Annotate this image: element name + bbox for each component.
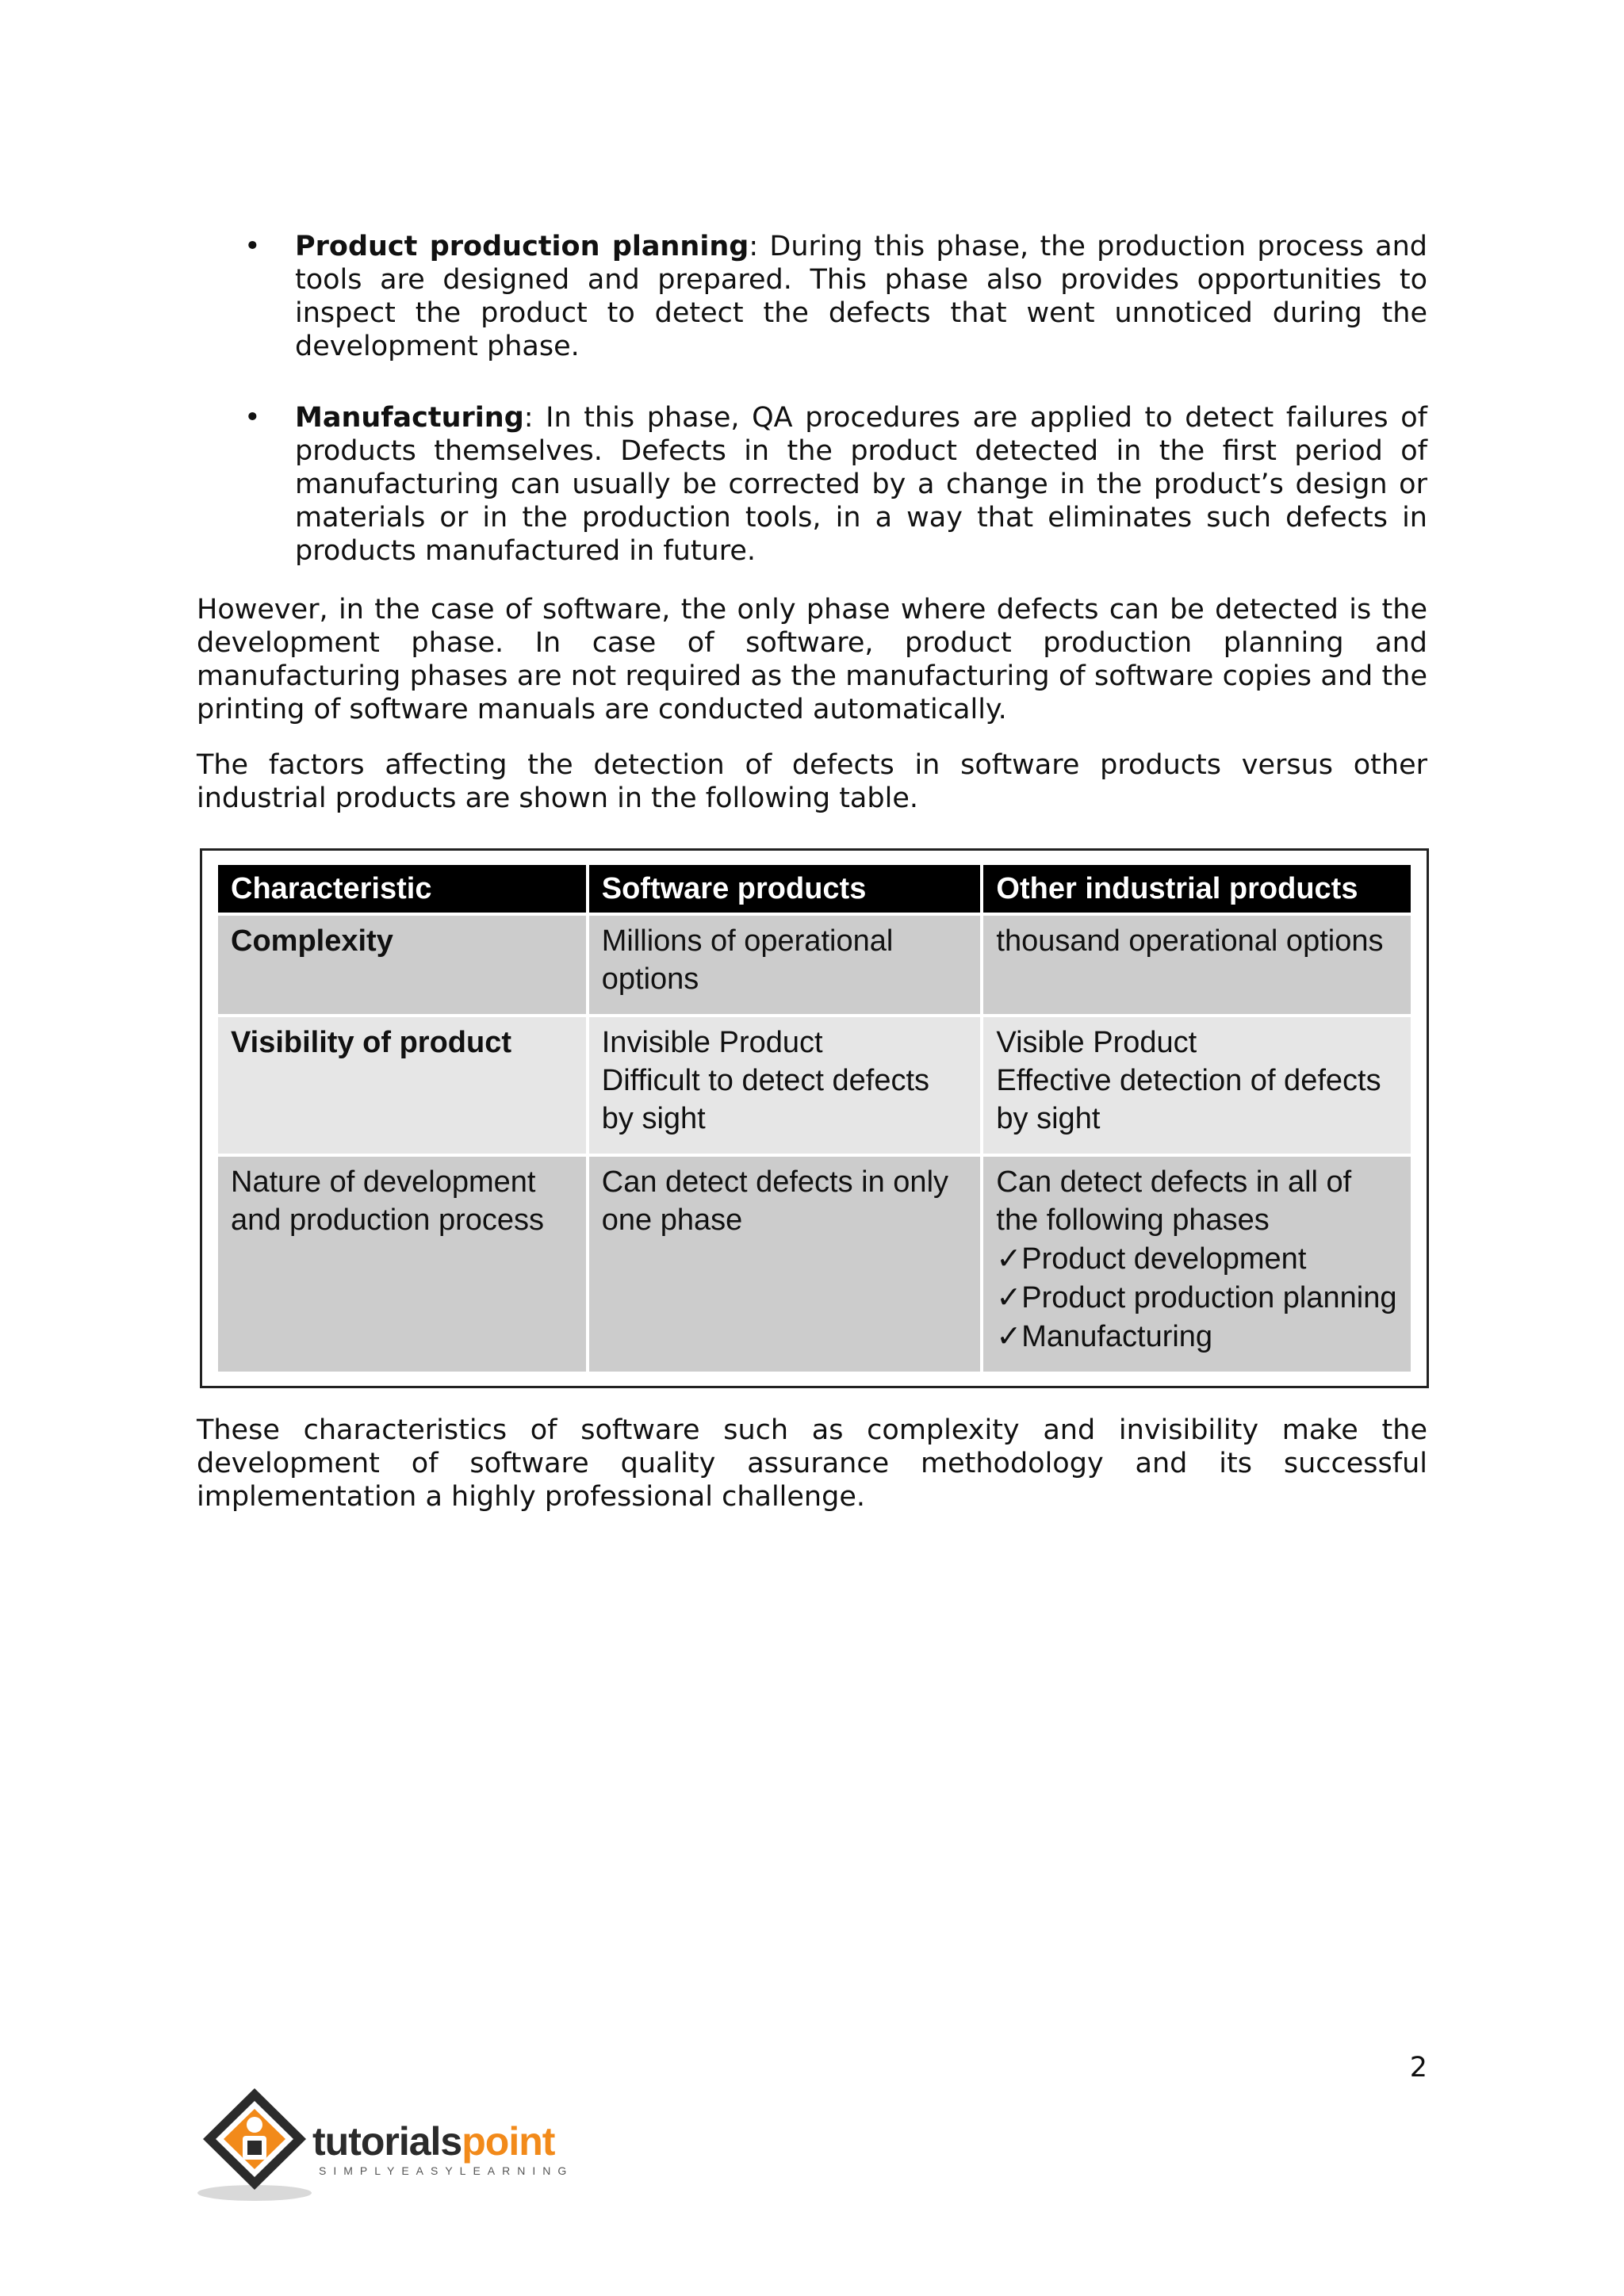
cell-characteristic: Nature of development and production process [218,1157,586,1372]
bullet-separator: : [523,402,534,434]
cell-other [983,1017,1411,1154]
table-row-complexity [218,916,1411,1014]
paragraph-table-intro: The factors affecting the detection of defects in software products versus other industrial products are shown in the following table. [197,749,1427,814]
cell-software [589,1017,981,1154]
logo-emblem-icon [195,2084,314,2202]
cell-other [983,916,1411,1014]
phase-item [996,1278,1398,1317]
check-icon: ✓ [996,1318,1022,1353]
table-row-nature-of-process [218,1157,1411,1372]
bullet-title: Manufacturing [295,402,524,434]
cell-line: Millions of operational options [601,924,894,996]
comparison-table-frame [200,848,1429,1388]
logo-word-part1: tutorials [312,2119,462,2164]
phase-label: Product development [1021,1242,1307,1276]
cell-software [589,1157,981,1372]
bullet-item-manufacturing [197,401,1427,568]
page-content [197,230,1427,1536]
table-header-row [218,865,1411,913]
page-number: 2 [1409,2052,1427,2084]
bullet-title: Product production planning [295,231,749,262]
bullet-text: In this phase, QA procedures are applied to detect failures of products themselves. Defects in the product detected in the first period of manufacturing can usually be corrected by a change in the product’s design or materials or in the production tools, in a way that eliminates such defects in products manufactured in future. [295,402,1427,567]
phase-label: Manufacturing [1021,1320,1213,1353]
header-characteristic: Characteristic [218,865,586,913]
phase-label: Product production planning [1021,1281,1397,1314]
logo-word-part2: point [462,2119,555,2164]
header-other-industrial-products: Other industrial products [983,865,1411,913]
logo-wordmark [312,2119,555,2164]
paragraph-conclusion: These characteristics of software such as complexity and invisibility make the development of software quality assurance methodology and its successful implementation a highly professional challenge. [197,1414,1427,1513]
cell-characteristic: Visibility of product [218,1017,586,1154]
cell-characteristic: Complexity [218,916,586,1014]
tutorialspoint-logo [195,2084,607,2202]
bullet-separator: : [749,231,759,262]
cell-line: Can detect defects in all of the following phases [996,1165,1352,1237]
cell-line: Invisible Product [601,1026,823,1059]
check-icon: ✓ [996,1241,1022,1276]
bullet-dot: • [244,231,261,262]
bullet-item-production-planning [197,230,1427,363]
paragraph-software-phases: However, in the case of software, the only phase where defects can be detected is the development phase. In case of software, product production planning and manufacturing phases are not required as the manufacturing of software copies and the printing of software manuals are conducted automatically. [197,594,1427,725]
phase-item [996,1239,1398,1278]
cell-line: Can detect defects in only one phase [601,1165,949,1237]
table-row-visibility [218,1017,1411,1154]
cell-line: Difficult to detect defects by sight [601,1064,930,1135]
comparison-table [215,862,1414,1375]
phase-item [996,1317,1398,1356]
cell-line: Visible Product [996,1026,1197,1059]
bullet-text: During this phase, the production process and tools are designed and prepared. This phase also provides opportunities to inspect the product to detect the defects that went unnoticed during the development phase. [295,231,1427,362]
bullet-list [197,230,1427,568]
check-icon: ✓ [996,1280,1022,1314]
cell-line: Effective detection of defects by sight [996,1064,1381,1135]
header-software-products: Software products [589,865,981,913]
cell-line: thousand operational options [996,924,1384,958]
bullet-dot: • [244,402,261,434]
cell-other [983,1157,1411,1372]
cell-software [589,916,981,1014]
logo-tagline: SIMPLYEASYLEARNING [319,2164,574,2177]
